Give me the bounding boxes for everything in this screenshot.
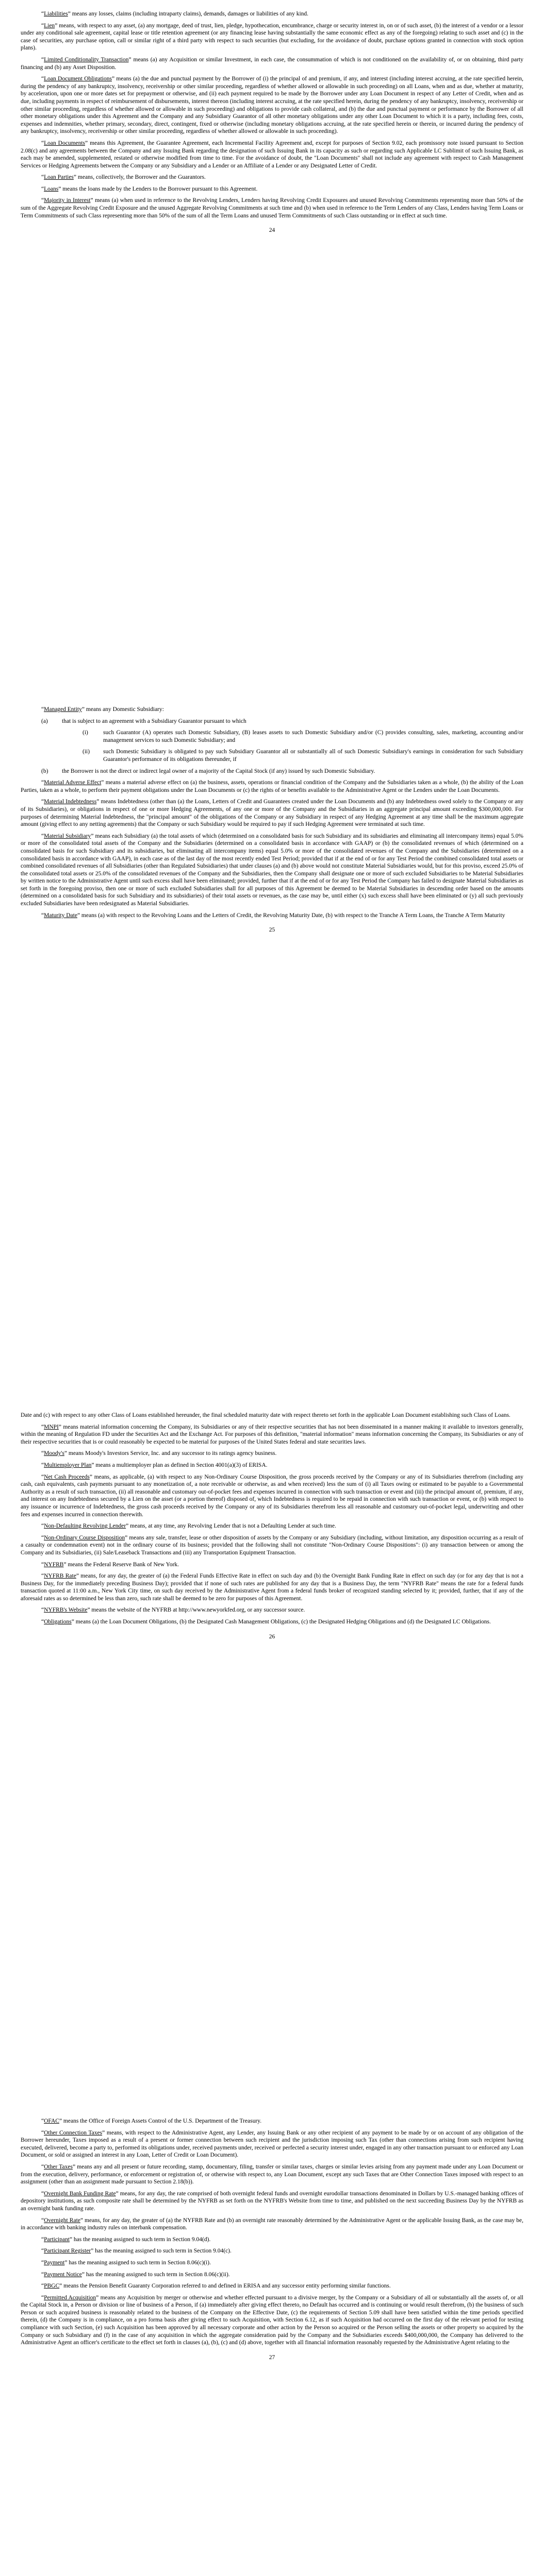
defined-term: Moody's [44, 1450, 64, 1457]
defined-term: Material Indebtedness [44, 799, 97, 805]
defined-term: PBGC [44, 2283, 60, 2290]
definition-paragraph: “Non-Defaulting Revolving Lender” means, at any time, any Revolving Lender that is not a Defaulting Lender at such time. [41, 1523, 336, 1530]
defined-term: Overnight Rate [44, 2217, 80, 2224]
definition-text: means Moody's Investors Service, Inc. and any successor to its ratings agency business. [67, 1450, 277, 1457]
definition-paragraph: “Permitted Acquisition” means any Acquisition by merger or otherwise and whether effected pursuant to a divisive merger, by the Company or a Subsidiary of all or substantially all the assets of, or all the Capital Stock in, a Person or division or line of business of a Person, if (a) immediately after giving effect thereto, no Default has occurred and is continuing or would result therefrom, (b) the business of such Person or such acquired business is reasonably related to the business of the Company on the Effective Date, (c) the requirements of Section 5.09 shall have been satisfied within the time periods specified therein, (d) the Company is in compliance, on a pro forma basis after giving effect to such Acquisition, with Section 6.12, as if such Acquisition had occurred on the first day of the relevant period for testing compliance with such Section, (e) such Acquisition has been approved by all necessary corporate and other action by the Person so acquired or the Person selling the assets or other property so acquired by the Company or such Subsidiary and (f) in the case of any acquisition in which the aggregate consideration paid by the Company and the Subsidiaries exceeds $400,000,000, the Company has delivered to the Administrative Agent an officer's certificate to the effect set forth in clauses (a), (b), (c) and (d) above, together with all financial information reasonably requested by the Administrative Agent relating to the [21, 2294, 523, 2346]
definition-text: means, for any day, the greater of (a) the Federal Funds Effective Rate in effect on such day and (b) the Overnight Bank Funding Rate in effect on such day (or for any day that is not a Business Day, for the immediately preceding Business Day); provided that if none of such rates are published for any day that is a Business Day, the term "NYFRB Rate" means the rate for a federal funds transaction quoted at 11:00 a.m., New York City time, on such day received by the Administrative Agent from a federal funds broker of recognized standing selected by it; provided, further, that if any of the aforesaid rates as so determined be less than zero, such rate shall be deemed to be zero for purposes of this Agreement. [21, 1573, 524, 1602]
definition-text: means the website of the NYFRB at http://www.newyorkfed.org, or any successor source. [90, 1607, 305, 1614]
definition-text: has the meaning assigned to such term in Section 8.06(c)(i). [67, 2259, 211, 2266]
defined-term: Non-Ordinary Course Disposition [44, 1534, 125, 1541]
subclause-label: (a) [41, 718, 48, 724]
defined-term: NYFRB [44, 1561, 64, 1568]
defined-term: NYFRB Rate [44, 1573, 76, 1580]
defined-term: Loan Documents [44, 140, 86, 146]
definition-text: means any and all present or future recording, stamp, documentary, filing, transfer or similar taxes, charges or similar levies arising from any payment made under any Loan Document or from the execution, delivery, performance, or enforcement or registration of, or otherwise with respect to, any Loan Document, except any such Taxes that are Other Connection Taxes imposed with respect to an assignment (other than an assignment made pursuant to Section 2.18(b)). [21, 2163, 523, 2185]
definition-paragraph: “Lien” means, with respect to any asset, (a) any mortgage, deed of trust, lien, pledge, hypothecation, encumbrance, charge or security interest in, on or of such asset, (b) the interest of a vendor or a lessor under any conditional sale agreement, capital lease or title retention agreement (or any financing lease having substantially the same economic effect as any of the foregoing) relating to such asset and (c) in the case of securities, any purchase option, call or similar right of a third party with respect to such securities (but excluding, for the avoidance of doubt, purchase options granted in connection with stock option plans). [21, 22, 523, 52]
defined-term: NYFRB's Website [44, 1607, 88, 1614]
definition-paragraph: “Maturity Date” means (a) with respect to the Revolving Loans and the Letters of Credit, the Revolving Maturity Date, (b) with respect to the Tranche A Term Loans, the Tranche A Term Maturity [41, 912, 505, 919]
defined-term: Participant [44, 2236, 70, 2243]
page-number: 26 [269, 1633, 275, 1640]
definition-text: means, with respect to the Administrative Agent, any Lender, any Issuing Bank or any other recipient of any payment to be made by or on account of any obligation of the Borrower hereunder, Taxes imposed as a result of a present or former connection between such recipient and the jurisdiction imposing such Tax (other than connections arising from such recipient having executed, delivered, become a party to, performed its obligations under, received payments under, received or perfected a security interest under, engaged in any other transaction pursuant to or enforced any Loan Document, or sold or assigned an interest in any Loan, Letter of Credit or Loan Document). [21, 2129, 523, 2159]
definition-paragraph: “MNPI” means material information concerning the Company, its Subsidiaries or any of their respective securities that has not been disseminated in a manner making it available to investors generally, within the meaning of Regulation FD under the Securities Act and the Exchange Act. For purposes of this definition, "material information" means information concerning the Company, its Subsidiaries or any of their respective securities that is or could reasonably be expected to be material for purposes of the United States federal and state securities laws. [21, 1423, 523, 1445]
definition-text: means (a) the Loan Document Obligations, (b) the Designated Cash Management Obligations, (c) the Designated Hedging Obligations and (d) the Designated LC Obligations. [74, 1619, 491, 1625]
defined-term: Limited Conditionality Transaction [44, 56, 129, 63]
definition-text: means any sale, transfer, lease or other disposition of assets by the Company or any Subsidiary (including, without limitation, any disposition occurring as a result of a casualty or condemnation event) not in the ordinary course of its business; provided that the following shall not constitute "Non-Ordinary Course Dispositions": (i) any transaction between or among the Company and its Subsidiaries, (ii) Sale/Leaseback Transactions and (iii) any Transportation Equipment Transaction. [21, 1534, 524, 1556]
definition-text: means the loans made by the Lenders to the Borrower pursuant to this Agreement. [61, 185, 258, 192]
definition-paragraph: “Payment” has the meaning assigned to such term in Section 8.06(c)(i). [41, 2259, 211, 2266]
defined-term: Maturity Date [44, 912, 77, 919]
definition-paragraph: “Loan Parties” means, collectively, the Borrower and the Guarantors. [41, 174, 206, 181]
definition-paragraph: “Limited Conditionality Transaction” means (a) any Acquisition or similar Investment, in each case, the consummation of which is not conditioned on the availability of, or on obtaining, third party financing and (b) any Asset Disposition. [21, 56, 524, 71]
document-page-26 [21, 1412, 523, 1640]
defined-term: Loan Parties [44, 174, 74, 181]
definition-paragraph: “Net Cash Proceeds” means, as applicable, (a) with respect to any Non-Ordinary Course Disposition, the gross proceeds received by the Company or any of its Subsidiaries therefrom (including any cash, cash equivalents, cash payments pursuant to any monetization of, a note receivable or otherwise, as and when received) less the sum of (i) all Taxes owing or estimated to be payable to a Governmental Authority as a result of such transaction, (ii) all reasonable and customary out-of-pocket fees and expenses incurred in connection with such transaction or event and (iii) the principal amount of, premium, if any, and interest on any Indebtedness secured by a Lien on the asset (or a portion thereof) disposed of, which Indebtedness is required to be repaid in connection with such transaction or event, or (b) with respect to any issuance or incurrence of Indebtedness, the gross cash proceeds received by the Company or any of its Subsidiaries therefrom less all reasonable and customary out-of-pocket legal, underwriting and other fees and expenses incurred in connection therewith. [21, 1473, 523, 1518]
defined-term: Overnight Bank Funding Rate [44, 2190, 116, 2197]
definition-paragraph: “Majority in Interest” means (a) when used in reference to the Revolving Lenders, Lenders having Revolving Credit Exposures and unused Revolving Commitments representing more than 50% of the sum of the Aggregate Revolving Credit Exposure and the unused Aggregate Revolving Commitments at such time and (b) when used in reference to the Term Lenders of any Class, Lenders having Term Loans or Term Commitments of such Class representing more than 50% of the sum of all the Term Loans and unused Term Commitments of such Class outstanding or in effect at such time. [21, 197, 523, 219]
definition-paragraph [21, 1412, 523, 1419]
definition-text: means, with respect to any asset, (a) any mortgage, deed of trust, lien, pledge, hypothecation, encumbrance, charge or security interest in, on or of such asset, (b) the interest of a vendor or a lessor under any conditional sale agreement, capital lease or title retention agreement (or any financing lease having substantially the same economic effect as any of the foregoing) relating to such asset and (c) in the case of securities, any purchase option, call or similar right of a third party with respect to such securities (but excluding, for the avoidance of doubt, purchase options granted in connection with stock option plans). [21, 22, 523, 52]
page-number: 25 [269, 927, 275, 934]
definition-text: means any Domestic Subsidiary: [85, 706, 164, 713]
subclause-text: such Domestic Subsidiary is obligated to pay such Subsidiary Guarantor all or substantially all of such Domestic Subsidiary's earnings in consideration for such Subsidiary Guarantor's performance of its obligations thereunder, if [103, 749, 523, 762]
defined-term: Lien [44, 22, 55, 29]
definition-text: means a multiemployer plan as defined in Section 4001(a)(3) of ERISA. [94, 1462, 268, 1468]
defined-term: Other Connection Taxes [44, 2129, 103, 2136]
definition-paragraph: “Liabilities” means any losses, claims (including intraparty claims), demands, damages or liabilities of any kind. [41, 11, 309, 17]
definition-paragraph: “Participant Register” has the meaning assigned to such term in Section 9.04(c). [41, 2248, 232, 2255]
definition-paragraph: “NYFRB's Website” means the website of the NYFRB at http://www.newyorkfed.org, or any successor source. [41, 1607, 305, 1614]
page-number: 24 [269, 227, 275, 234]
defined-term: Majority in Interest [44, 197, 91, 204]
document-page-27 [21, 2117, 523, 2361]
defined-term: Loan Document Obligations [44, 76, 112, 82]
definition-paragraph: “Participant” has the meaning assigned to such term in Section 9.04(d). [41, 2236, 211, 2243]
subclause-label: (ii) [83, 749, 90, 755]
definition-text: means any Acquisition by merger or otherwise and whether effected pursuant to a divisive merger, by the Company or a Subsidiary of all or substantially all the assets of, or all the Capital Stock in, a Person or division or line of business of a Person, if (a) immediately after giving effect thereto, no Default has occurred and is continuing or would result therefrom, (b) the business of such Person or such acquired business is reasonably related to the business of the Company on the Effective Date, (c) the requirements of Section 5.09 shall have been satisfied within the time periods specified therein, (d) the Company is in compliance, on a pro forma basis after giving effect to such Acquisition, with Section 6.12, as if such Acquisition had occurred on the first day of the relevant period for testing compliance with such Section, (e) such Acquisition has been approved by all necessary corporate and other action by the Person so acquired or the Person selling the assets or other property so acquired by the Company or such Subsidiary and (f) in the case of any acquisition in which the aggregate consideration paid by the Company and the Subsidiaries exceeds $400,000,000, the Company has delivered to the Administrative Agent an officer's certificate to the effect set forth in clauses (a), (b), (c) and (d) above, together with all financial information reasonably requested by the Administrative Agent relating to the [21, 2294, 523, 2346]
definition-paragraph: “Other Connection Taxes” means, with respect to the Administrative Agent, any Lender, any Issuing Bank or any other recipient of any payment to be made by or on account of any obligation of the Borrower hereunder, Taxes imposed as a result of a present or former connection between such recipient and the jurisdiction imposing such Tax (other than connections arising from such recipient having executed, delivered, become a party to, performed its obligations under, received payments under, received or perfected a security interest under, engaged in any other transaction pursuant to or enforced any Loan Document, or sold or assigned an interest in any Loan, Letter of Credit or Loan Document). [21, 2129, 523, 2159]
definition-paragraph: “NYFRB” means the Federal Reserve Bank of New York. [41, 1561, 179, 1568]
defined-term: Other Taxes [44, 2163, 73, 2170]
definition-text: Date and (c) with respect to any other Class of Loans established hereunder, the final scheduled maturity date with respect thereto set forth in the applicable Loan Document establishing such Class of Loans. [21, 1412, 510, 1418]
definition-paragraph: “Overnight Bank Funding Rate” means, for any day, the rate comprised of both overnight federal funds and overnight eurodollar transactions denominated in Dollars by U.S.-managed banking offices of depository institutions, as such composite rate shall be determined by the NYFRB as set forth on the NYFRB's Website from time to time, and published on the next succeeding Business Day by the NYFRB as an overnight bank funding rate. [21, 2190, 523, 2212]
document-page-25 [21, 706, 523, 934]
subclause [21, 729, 523, 744]
definition-text: means (a) with respect to the Revolving Loans and the Letters of Credit, the Revolving Maturity Date, (b) with respect to the Tranche A Term Loans, the Tranche A Term Maturity [80, 912, 505, 919]
definition-paragraph: “NYFRB Rate” means, for any day, the greater of (a) the Federal Funds Effective Rate in effect on such day and (b) the Overnight Bank Funding Rate in effect on such day (or for any day that is not a Business Day, for the immediately preceding Business Day); provided that if none of such rates are published for any day that is a Business Day, the term "NYFRB Rate" means the rate for a federal funds transaction quoted at 11:00 a.m., New York City time, on such day received by the Administrative Agent from a federal funds broker of recognized standing selected by it; provided, further, that if any of the aforesaid rates as so determined be less than zero, such rate shall be deemed to be zero for purposes of this Agreement. [21, 1573, 524, 1602]
definition-text: means a material adverse effect on (a) the business, assets, operations or financial condition of the Company and the Subsidiaries taken as a whole, (b) the ability of the Loan Parties, taken as a whole, to perform their payment obligations under the Loan Documents or (c) the rights of or benefits available to the Administrative Agent or the Lenders under the Loan Documents. [21, 779, 523, 793]
definition-text: means, collectively, the Borrower and the Guarantors. [76, 174, 206, 181]
definition-text: has the meaning assigned to such term in Section 9.04(c). [93, 2248, 232, 2255]
definition-text: has the meaning assigned to such term in Section 8.06(c)(ii). [85, 2271, 230, 2278]
defined-term: Multiemployer Plan [44, 1462, 92, 1468]
subclause-label: (b) [41, 768, 48, 774]
defined-term: Permitted Acquisition [44, 2294, 96, 2301]
subclause [21, 748, 523, 763]
defined-term: Managed Entity [44, 706, 82, 713]
definition-paragraph: “Loan Document Obligations” means (a) the due and punctual payment by the Borrower of (i) the principal of and premium, if any, and interest (including interest accruing, at the rate specified herein, during the pendency of any bankruptcy, insolvency, receivership or other similar proceeding, regardless of whether allowed or allowable in such proceeding) on all Loans, when and as due, whether at maturity, by acceleration, upon one or more dates set for prepayment or otherwise, and (ii) each payment required to be made by the Borrower under any Loan Document in respect of any Letter of Credit, when and as due, including payments in respect of reimbursement of disbursements, interest thereon (including interest accruing, at the rate specified herein, during the pendency of any bankruptcy, insolvency, receivership or other similar proceeding, regardless of whether allowed or allowable in such proceeding) and obligations to provide cash collateral, and (b) the due and punctual payment or performance by the Borrower of all other monetary obligations under this Agreement and the Company and any Subsidiary Guarantor of all other monetary obligations under any other Loan Document to which it is a party, including fees, costs, expenses and indemnities, whether primary, secondary, direct, contingent, fixed or otherwise (including monetary obligations accruing, at the rate specified herein or therein, or incurred during the pendency of any bankruptcy, insolvency, receivership or other similar proceeding, regardless of whether allowed or allowable in such proceeding). [21, 76, 523, 135]
definition-text: means the Federal Reserve Bank of New York. [66, 1561, 179, 1568]
definition-paragraph: “Loan Documents” means this Agreement, the Guarantee Agreement, each Incremental Facility Agreement and, except for purposes of Section 9.02, each promissory note issued pursuant to Section 2.08(c) and any agreements between the Company and any Issuing Bank regarding the designation of such Issuing Bank in its capacity as such or regarding such Applicable LC Sublimit of such Issuing Bank, as each may be amended, supplemented, restated or otherwise modified from time to time. For the avoidance of doubt, the "Loan Documents" shall not include any agreement with respect to Cash Management Services or Hedging Agreements between the Company or any Subsidiary and a Lender or an Affiliate of a Lender or any Designated Letter of Credit. [21, 140, 523, 169]
subclause [21, 768, 523, 775]
definition-text: means material information concerning the Company, its Subsidiaries or any of their respective securities that has not been disseminated in a manner making it available to investors generally, within the meaning of Regulation FD under the Securities Act and the Exchange Act. For purposes of this definition, "material information" means information concerning the Company, its Subsidiaries or any of their respective securities that is or could reasonably be expected to be material for purposes of the United States federal and state securities laws. [21, 1423, 523, 1445]
definition-paragraph: “Multiemployer Plan” means a multiemployer plan as defined in Section 4001(a)(3) of ERISA. [41, 1462, 268, 1468]
definition-paragraph: “Overnight Rate” means, for any day, the greater of (a) the NYFRB Rate and (b) an overnight rate reasonably determined by the Administrative Agent or the applicable Issuing Bank, as the case may be, in accordance with banking industry rules on interbank compensation. [21, 2217, 523, 2231]
defined-term: Payment Notice [44, 2271, 82, 2278]
definition-text: means Indebtedness (other than (a) the Loans, Letters of Credit and Guarantees created under the Loan Documents and (b) any Indebtedness owed solely to the Company or any of its Subsidiaries), or obligations in respect of one or more Hedging Agreements, of any one or more of the Company and the Subsidiaries in an aggregate principal amount exceeding $300,000,000. For purposes of determining Material Indebtedness, the "principal amount" of the obligations of the Company or any Subsidiary in respect of any Hedging Agreement at any time shall be the maximum aggregate amount (giving effect to any netting agreements) that the Company or such Subsidiary would be required to pay if such Hedging Agreement were terminated at such time. [21, 799, 523, 828]
definition-text: means each Subsidiary (a) the total assets of which (determined on a consolidated basis for such Subsidiary and its subsidiaries and eliminating all intercompany items) equal 5.0% or more of the consolidated total assets of the Company and the Subsidiaries (determined on a consolidated basis in accordance with GAAP) or (b) the consolidated revenues of which (determined on a consolidated basis for such Subsidiary and its subsidiaries, but eliminating all intercompany items) equal 5.0% or more of the consolidated revenues of the Company and the Subsidiaries (determined on a consolidated basis in accordance with GAAP), in each case as of the last day of the most recently ended Test Period; provided that if at the end of or for any Test Period the combined consolidated total assets or combined consolidated revenues of all Subsidiaries (other than Regulated Subsidiaries) that under clauses (a) and (b) above would not constitute Material Subsidiaries would, but for this proviso, exceed 25.0% of the consolidated total assets or 25.0% of the consolidated revenues of the Company and the Subsidiaries, then the Company shall designate one or more of such excluded Subsidiaries to be Material Subsidiaries by written notice to the Administrative Agent until such excess shall have been eliminated; provided, further that if at the end of or for any Test Period the Company has failed to designate Material Subsidiaries as set forth in the foregoing proviso, then one or more of such excluded Subsidiaries shall for all purposes of this Agreement be deemed to be Material Subsidiaries in descending order based on the amounts (determined on a consolidated basis for such Subsidiary and its subsidiaries) of their total assets or revenues, as the case may be, until either (x) such excess shall have been eliminated or (y) all such previously excluded Subsidiaries have been redesignated as Material Subsidiaries. [21, 833, 523, 907]
defined-term: Material Subsidiary [44, 833, 91, 839]
subclause-text: the Borrower is not the direct or indirect legal owner of a majority of the Capital Stock (if any) issued by such Domestic Subsidiary. [62, 768, 375, 774]
defined-term: Loans [44, 185, 59, 192]
defined-term: Participant Register [44, 2248, 91, 2255]
definition-paragraph: “Payment Notice” has the meaning assigned to such term in Section 8.06(c)(ii). [41, 2271, 230, 2278]
definition-paragraph: “OFAC” means the Office of Foreign Assets Control of the U.S. Department of the Treasury. [41, 2118, 262, 2124]
definition-paragraph: “Managed Entity” means any Domestic Subsidiary: [41, 706, 164, 713]
definition-paragraph: “Material Indebtedness” means Indebtedness (other than (a) the Loans, Letters of Credit and Guarantees created under the Loan Documents and (b) any Indebtedness owed solely to the Company or any of its Subsidiaries), or obligations in respect of one or more Hedging Agreements, of any one or more of the Company and the Subsidiaries in an aggregate principal amount exceeding $300,000,000. For purposes of determining Material Indebtedness, the "principal amount" of the obligations of the Company or any Subsidiary in respect of any Hedging Agreement at any time shall be the maximum aggregate amount (giving effect to any netting agreements) that the Company or such Subsidiary would be required to pay if such Hedging Agreement were terminated at such time. [21, 799, 523, 828]
defined-term: Payment [44, 2259, 65, 2266]
definition-paragraph: “Loans” means the loans made by the Lenders to the Borrower pursuant to this Agreement. [41, 185, 258, 192]
definition-paragraph: “Moody's” means Moody's Investors Service, Inc. and any successor to its ratings agency business. [41, 1450, 277, 1457]
defined-term: Liabilities [44, 11, 68, 17]
defined-term: OFAC [44, 2118, 59, 2124]
definition-paragraph: “Other Taxes” means any and all present or future recording, stamp, documentary, filing, transfer or similar taxes, charges or similar levies arising from any payment made under any Loan Document or from the execution, delivery, performance, or enforcement or registration of, or otherwise with respect to, any Loan Document, except any such Taxes that are Other Connection Taxes imposed with respect to an assignment (other than an assignment made pursuant to Section 2.18(b)). [21, 2163, 523, 2185]
definition-paragraph: “Material Subsidiary” means each Subsidiary (a) the total assets of which (determined on a consolidated basis for such Subsidiary and its subsidiaries and eliminating all intercompany items) equal 5.0% or more of the consolidated total assets of the Company and the Subsidiaries (determined on a consolidated basis in accordance with GAAP) or (b) the consolidated revenues of which (determined on a consolidated basis for such Subsidiary and its subsidiaries, but eliminating all intercompany items) equal 5.0% or more of the consolidated revenues of the Company and the Subsidiaries (determined on a consolidated basis in accordance with GAAP), in each case as of the last day of the most recently ended Test Period; provided that if at the end of or for any Test Period the combined consolidated total assets or combined consolidated revenues of all Subsidiaries (other than Regulated Subsidiaries) that under clauses (a) and (b) above would not constitute Material Subsidiaries would, but for this proviso, exceed 25.0% of the consolidated total assets or 25.0% of the consolidated revenues of the Company and the Subsidiaries, then the Company shall designate one or more of such excluded Subsidiaries to be Material Subsidiaries by written notice to the Administrative Agent until such excess shall have been eliminated; provided, further that if at the end of or for any Test Period the Company has failed to designate Material Subsidiaries as set forth in the foregoing proviso, then one or more of such excluded Subsidiaries shall for all purposes of this Agreement be deemed to be Material Subsidiaries in descending order based on the amounts (determined on a consolidated basis for such Subsidiary and its subsidiaries) of their total assets or revenues, as the case may be, until either (x) such excess shall have been eliminated or (y) all such previously excluded Subsidiaries have been redesignated as Material Subsidiaries. [21, 833, 523, 907]
defined-term: MNPI [44, 1423, 59, 1430]
page-number: 27 [269, 2354, 275, 2361]
definition-text: means, for any day, the greater of (a) the NYFRB Rate and (b) an overnight rate reasonably determined by the Administrative Agent or the applicable Issuing Bank, as the case may be, in accordance with banking industry rules on interbank compensation. [21, 2217, 523, 2231]
subclause-label: (i) [83, 730, 88, 736]
subclause-text: such Guarantor (A) operates such Domestic Subsidiary, (B) leases assets to such Domestic Subsidiary and/or (C) provides consulting, sales, marketing, accounting and/or management services to such Domestic Subsidiary; and [103, 730, 523, 743]
defined-term: Non-Defaulting Revolving Lender [44, 1523, 126, 1530]
definition-text: means this Agreement, the Guarantee Agreement, each Incremental Facility Agreement and, except for purposes of Section 9.02, each promissory note issued pursuant to Section 2.08(c) and any agreements between the Company and any Issuing Bank regarding the designation of such Issuing Bank in its capacity as such or regarding such Applicable LC Sublimit of such Issuing Bank, as each may be amended, supplemented, restated or otherwise modified from time to time. For the avoidance of doubt, the "Loan Documents" shall not include any agreement with respect to Cash Management Services or Hedging Agreements between the Company or any Subsidiary and a Lender or an Affiliate of a Lender or any Designated Letter of Credit. [21, 140, 523, 169]
definition-paragraph: “Non-Ordinary Course Disposition” means any sale, transfer, lease or other disposition of assets by the Company or any Subsidiary (including, without limitation, any disposition occurring as a result of a casualty or condemnation event) not in the ordinary course of its business; provided that the following shall not constitute "Non-Ordinary Course Dispositions": (i) any transaction between or among the Company and its Subsidiaries, (ii) Sale/Leaseback Transactions and (iii) any Transportation Equipment Transaction. [21, 1534, 524, 1556]
definition-text: means, at any time, any Revolving Lender that is not a Defaulting Lender at such time. [128, 1523, 336, 1530]
definition-paragraph: “Obligations” means (a) the Loan Document Obligations, (b) the Designated Cash Management Obligations, (c) the Designated Hedging Obligations and (d) the Designated LC Obligations. [41, 1619, 491, 1625]
subclause [21, 718, 523, 725]
defined-term: Net Cash Proceeds [44, 1473, 90, 1480]
definition-text: means any losses, claims (including intraparty claims), demands, damages or liabilities of any kind. [70, 11, 309, 17]
defined-term: Obligations [44, 1619, 72, 1625]
definition-text: means (a) any Acquisition or similar Investment, in each case, the consummation of which is not conditioned on the availability of, or on obtaining, third party financing and (b) any Asset Disposition. [21, 56, 524, 71]
definition-text: means the Office of Foreign Assets Control of the U.S. Department of the Treasury. [62, 2118, 262, 2124]
definition-text: has the meaning assigned to such term in Section 9.04(d). [72, 2236, 211, 2243]
definition-text: means the Pension Benefit Guaranty Corporation referred to and defined in ERISA and any successor entity performing similar functions. [62, 2283, 391, 2290]
definition-text: means, as applicable, (a) with respect to any Non-Ordinary Course Disposition, the gross proceeds received by the Company or any of its Subsidiaries therefrom (including any cash, cash equivalents, cash payments pursuant to any monetization of, a note receivable or otherwise, as and when received) less the sum of (i) all Taxes owing or estimated to be payable to a Governmental Authority as a result of such transaction, (ii) all reasonable and customary out-of-pocket fees and expenses incurred in connection with such transaction or event and (iii) the principal amount of, premium, if any, and interest on any Indebtedness secured by a Lien on the asset (or a portion thereof) disposed of, which Indebtedness is required to be repaid in connection with such transaction or event, or (b) with respect to any issuance or incurrence of Indebtedness, the gross cash proceeds received by the Company or any of its Subsidiaries therefrom less all reasonable and customary out-of-pocket legal, underwriting and other fees and expenses incurred in connection therewith. [21, 1473, 523, 1518]
definition-text: means (a) the due and punctual payment by the Borrower of (i) the principal of and premium, if any, and interest (including interest accruing, at the rate specified herein, during the pendency of any bankruptcy, insolvency, receivership or other similar proceeding, regardless of whether allowed or allowable in such proceeding) on all Loans, when and as due, whether at maturity, by acceleration, upon one or more dates set for prepayment or otherwise, and (ii) each payment required to be made by the Borrower under any Loan Document in respect of any Letter of Credit, when and as due, including payments in respect of reimbursement of disbursements, interest thereon (including interest accruing, at the rate specified herein, during the pendency of any bankruptcy, insolvency, receivership or other similar proceeding, regardless of whether allowed or allowable in such proceeding) and obligations to provide cash collateral, and (b) the due and punctual payment or performance by the Borrower of all other monetary obligations under this Agreement and the Company and any Subsidiary Guarantor of all other monetary obligations under any other Loan Document to which it is a party, including fees, costs, expenses and indemnities, whether primary, secondary, direct, contingent, fixed or otherwise (including monetary obligations accruing, at the rate specified herein or therein, or incurred during the pendency of any bankruptcy, insolvency, receivership or other similar proceeding, regardless of whether allowed or allowable in such proceeding). [21, 76, 523, 135]
defined-term: Material Adverse Effect [44, 779, 102, 786]
definition-text: means (a) when used in reference to the Revolving Lenders, Lenders having Revolving Credit Exposures and unused Revolving Commitments representing more than 50% of the sum of the Aggregate Revolving Credit Exposure and the unused Aggregate Revolving Commitments at such time and (b) when used in reference to the Term Lenders of any Class, Lenders having Term Loans or Term Commitments of such Class representing more than 50% of the sum of all the Term Loans and unused Term Commitments of such Class outstanding or in effect at such time. [21, 197, 523, 219]
definition-paragraph: “Material Adverse Effect” means a material adverse effect on (a) the business, assets, operations or financial condition of the Company and the Subsidiaries taken as a whole, (b) the ability of the Loan Parties, taken as a whole, to perform their payment obligations under the Loan Documents or (c) the rights of or benefits available to the Administrative Agent or the Lenders under the Loan Documents. [21, 779, 523, 793]
document-page-24 [21, 10, 523, 234]
definition-paragraph: “PBGC” means the Pension Benefit Guaranty Corporation referred to and defined in ERISA and any successor entity performing similar functions. [41, 2283, 391, 2290]
subclause-text: that is subject to an agreement with a Subsidiary Guarantor pursuant to which [62, 718, 246, 724]
definition-text: means, for any day, the rate comprised of both overnight federal funds and overnight eurodollar transactions denominated in Dollars by U.S.-managed banking offices of depository institutions, as such composite rate shall be determined by the NYFRB as set forth on the NYFRB's Website from time to time, and published on the next succeeding Business Day by the NYFRB as an overnight bank funding rate. [21, 2190, 523, 2212]
